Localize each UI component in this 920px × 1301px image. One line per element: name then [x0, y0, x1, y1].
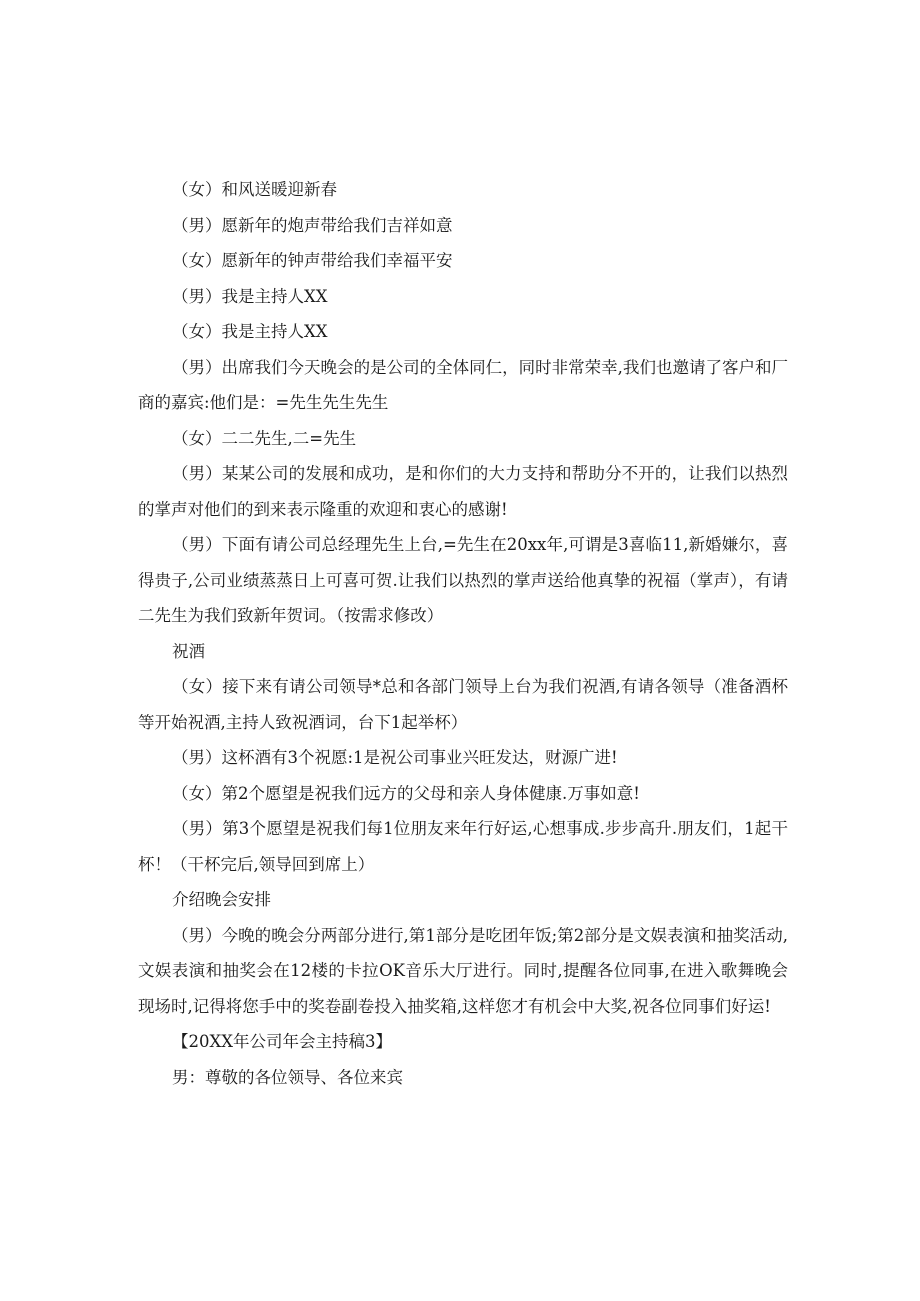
paragraph-female-line-1: （女）和风送暖迎新春: [172, 180, 337, 199]
paragraph-female-line-2: （女）愿新年的钟声带给我们幸福平安: [172, 251, 453, 270]
paragraph-guests-intro: （男）出席我们今天晚会的是公司的全体同仁，同时非常荣幸,我们也邀请了客户和厂商的嘉宾:他们是：=先生先生先生: [138, 357, 788, 412]
paragraph-gm-invite: （男）下面有请公司总经理先生上台,=先生在20xx年,可谓是3喜临11,新婚嫌尔，喜得贵子,公司业绩蒸蒸日上可喜可贺.让我们以热烈的掌声送给他真挚的祝福（掌声），有请二先生为我们致新年贺词。（按需求修改）: [138, 535, 788, 625]
paragraph-thanks: （男）某某公司的发展和成功，是和你们的大力支持和帮助分不开的，让我们以热烈的掌声对他们的到来表示隆重的欢迎和衷心的感谢!: [138, 464, 788, 519]
paragraph-wish-2: （女）第2个愿望是祝我们远方的父母和亲人身体健康.万事如意!: [172, 783, 640, 803]
document-body: [138, 172, 788, 1095]
paragraph-guests-names: （女）二二先生,二=先生: [172, 428, 357, 448]
paragraph-toast-invite: （女）接下来有请公司领导*总和各部门领导上台为我们祝酒,有请各领导（准备酒杯等开始祝酒,主持人致祝酒词，台下1起举杯）: [138, 677, 788, 732]
section-heading-schedule: 介绍晚会安排: [172, 890, 271, 909]
section-heading-script-3: 【20XX年公司年会主持稿3】: [172, 1032, 392, 1051]
paragraph-male-opening: 男：尊敬的各位领导、各位来宾: [172, 1067, 403, 1087]
paragraph-schedule: （男）今晚的晚会分两部分进行,第1部分是吃团年饭;第2部分是文娱表演和抽奖活动,文娱表演和抽奖会在12楼的卡拉OK音乐大厅进行。同时,提醒各位同事,在进入歌舞晚会现场时,记得将您手中的奖卷副卷投入抽奖箱,这样您才有机会中大奖,祝各位同事们好运!: [138, 925, 788, 1016]
paragraph-wish-1: （男）这杯酒有3个祝愿:1是祝公司事业兴旺发达，财源广进!: [172, 748, 618, 767]
paragraph-female-host-intro: （女）我是主持人XX: [172, 322, 328, 341]
paragraph-male-host-intro: （男）我是主持人XX: [172, 286, 328, 306]
paragraph-male-line-1: （男）愿新年的炮声带给我们吉祥如意: [172, 215, 453, 235]
paragraph-wish-3: （男）第3个愿望是祝我们每1位朋友来年行好运,心想事成.步步高升.朋友们，1起干杯！（干杯完后,领导回到席上）: [138, 819, 788, 874]
section-heading-toast: 祝酒: [172, 641, 205, 661]
